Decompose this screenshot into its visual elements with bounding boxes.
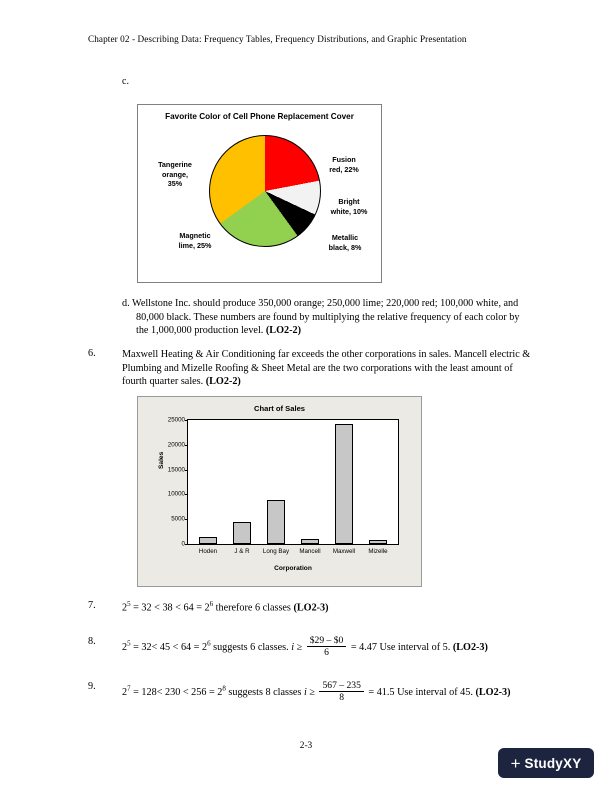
x-tick-mizelle: Mizelle	[368, 548, 388, 555]
answer-7-objective-tag: (LO2-3)	[293, 602, 329, 614]
answer-7-exp2: 6	[209, 600, 214, 608]
item-number-7: 7.	[88, 600, 96, 611]
y-tick-10000: 10000	[167, 490, 185, 498]
answer-6-paragraph	[122, 348, 532, 389]
pie-label-metallic-black: Metallic black, 8%	[328, 233, 362, 252]
y-tick-25000: 25000	[167, 416, 185, 424]
bar-mizelle	[369, 540, 387, 544]
answer-6-text: Maxwell Heating & Air Conditioning far exceeds the other corporations in sales. Mancell electric & Plumbing and Mizelle Roofing & Sheet Metal are the two corporations with the least amount of fourth quarter sales.	[122, 349, 531, 388]
bar-mancell	[301, 539, 319, 544]
y-tickmark-5000	[185, 519, 188, 520]
answer-8-numerator: $29 – $0	[309, 635, 344, 646]
page-header: Chapter 02 - Describing Data: Frequency Tables, Frequency Distributions, and Graphic Presentation	[88, 34, 467, 44]
answer-9-base: 2	[122, 686, 128, 698]
x-tick-mancell: Mancell	[299, 548, 321, 555]
answer-9-exp2: 8	[222, 684, 226, 693]
y-tickmark-25000	[185, 420, 188, 421]
answer-9-objective-tag: (LO2-3)	[475, 686, 511, 698]
pie-chart-figure	[137, 104, 382, 283]
answer-8-objective-tag: (LO2-3)	[452, 641, 488, 653]
y-tick-5000: 5000	[171, 515, 185, 523]
answer-d-objective-tag: (LO2-2)	[265, 325, 301, 337]
answer-d-text: Wellstone Inc. should produce 350,000 orange; 250,000 lime; 220,000 red; 100,000 white, and 80,000 black. These numbers are found by multiplying the relative frequency of each color by the 1,000,000 production level.	[132, 298, 520, 337]
answer-7-exp1: 5	[127, 600, 131, 608]
bar-chart-y-axis-label: Sales	[158, 451, 165, 469]
answer-9-result: = 41.5 Use interval of 45.	[365, 686, 476, 698]
answer-9-exp1: 7	[127, 684, 131, 693]
pie-label-magnetic-lime: Magnetic lime, 25%	[178, 231, 212, 250]
logo-wordmark: StudyXY	[524, 755, 582, 771]
y-tickmark-10000	[185, 494, 188, 495]
bar-chart-title: Chart of Sales	[253, 404, 306, 413]
answer-9-ge: ≥	[306, 686, 318, 698]
answer-8-ge: ≥	[294, 641, 305, 653]
pie-label-fusion-red: Fusion red, 22%	[329, 155, 359, 174]
item-label-d: d.	[122, 298, 130, 309]
answer-8-result: = 4.47 Use interval of 5.	[348, 641, 453, 653]
y-tick-15000: 15000	[167, 466, 185, 474]
pie-slices	[209, 135, 321, 247]
answer-9-mid: = 128< 230 < 256 = 2	[130, 686, 223, 698]
answer-8-exp1: 5	[127, 639, 131, 648]
y-tick-20000: 20000	[167, 441, 185, 449]
y-tick-0: 0	[181, 540, 185, 548]
y-tickmark-0	[185, 544, 188, 545]
answer-9-mid2: suggests 8 classes	[225, 686, 304, 698]
pie-chart-title: Favorite Color of Cell Phone Replacement Cover	[165, 112, 354, 121]
answer-8-variable: i	[291, 641, 295, 653]
y-tickmark-20000	[185, 445, 188, 446]
answer-7-tail: therefore 6 classes	[213, 602, 294, 614]
bar-j-and-r	[233, 522, 251, 544]
x-tick-long-bay: Long Bay	[262, 548, 290, 555]
page-number: 2-3	[299, 741, 313, 751]
answer-7	[122, 600, 329, 613]
item-number-6: 6.	[88, 348, 96, 359]
bar-chart-figure	[137, 396, 422, 587]
answer-8-mid: = 32< 45 < 64 = 2	[130, 641, 208, 653]
y-tickmark-15000	[185, 470, 188, 471]
bar-chart-x-axis-label: Corporation	[274, 565, 312, 572]
answer-d-paragraph	[122, 297, 532, 338]
item-number-9: 9.	[88, 681, 96, 692]
answer-9-numerator: 567 – 235	[322, 680, 361, 691]
studyxy-logo	[498, 748, 594, 778]
bar-chart-plot-area	[167, 416, 399, 548]
answer-8-fraction	[307, 635, 347, 658]
plus-icon: +	[510, 753, 521, 773]
answer-9-fraction	[319, 680, 363, 703]
answer-8-denominator: 6	[307, 646, 347, 658]
answer-7-mid: = 32 < 38 < 64 = 2	[130, 602, 210, 614]
bar-maxwell	[335, 424, 353, 544]
x-tick-j-and-r: J & R	[234, 548, 250, 555]
answer-6-objective-tag: (LO2-2)	[205, 376, 241, 388]
x-tick-maxwell: Maxwell	[332, 548, 356, 555]
answer-7-base: 2	[122, 602, 128, 614]
answer-8-base: 2	[122, 641, 128, 653]
pie-label-tangerine-orange: Tangerine orange, 35%	[158, 160, 192, 188]
x-tick-hoden: Hoden	[198, 548, 218, 555]
pie-label-bright-white: Bright white, 10%	[330, 197, 368, 216]
answer-9-variable: i	[303, 686, 307, 698]
bar-long-bay	[267, 500, 285, 544]
item-number-8: 8.	[88, 636, 96, 647]
answer-8-exp2: 6	[207, 639, 211, 648]
item-label-c: c.	[122, 76, 129, 87]
pie-chart-plot	[209, 135, 321, 247]
answer-8-mid2: suggests 6 classes.	[210, 641, 292, 653]
answer-9	[122, 681, 511, 704]
bar-hoden	[199, 537, 217, 544]
answer-9-denominator: 8	[319, 691, 363, 703]
answer-8	[122, 636, 488, 659]
